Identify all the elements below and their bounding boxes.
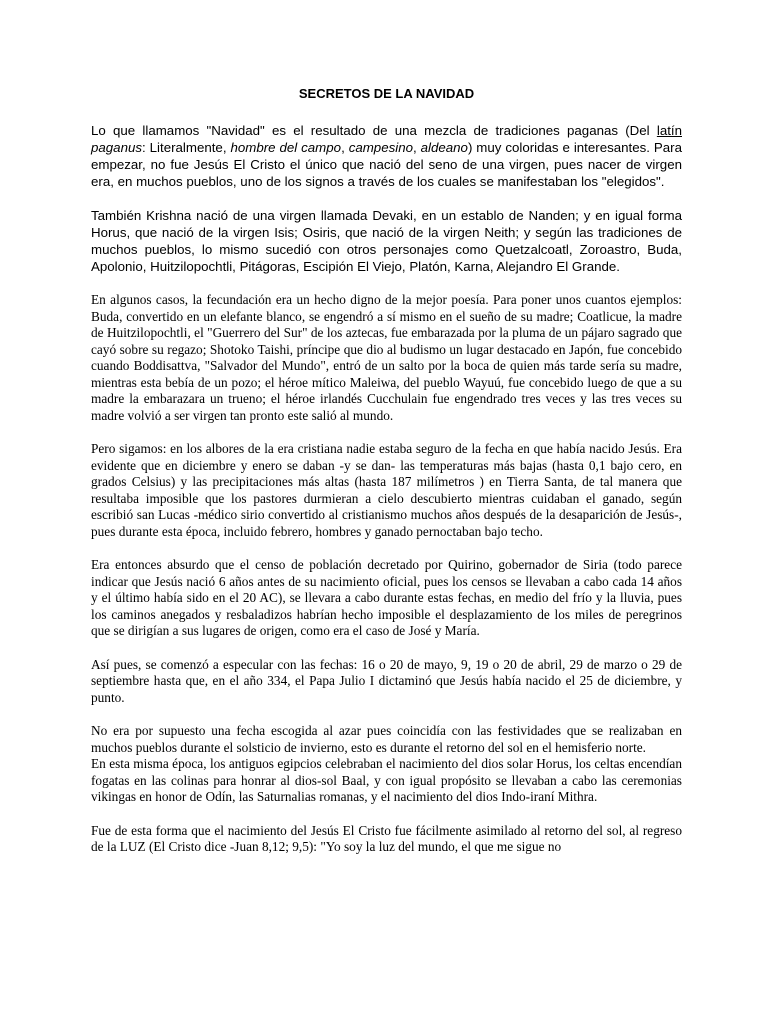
paragraph-3: En algunos casos, la fecundación era un hecho digno de la mejor poesía. Para poner unos cuantos ejemplos: Buda, convertido en un elefante blanco, se engendró a sí mismo en el sueño de su madre; Coatlicue, la madre de Huitzilopochtli, el "Guerrero del Sur" de los aztecas, fue embarazada por la pluma de un pájaro sagrado que cayó sobre su regazo; Shotoko Taishi, príncipe que dio al budismo un lugar destacado en Japón, fue concebido cuando Boddisattva, "Salvador del Mundo", entró de un salto por la boca de quien más tarde sería su madre, mientras esta bebía de un pozo; el héroe mítico Maleiwa, del pueblo Wayuú, fue concebido luego de que a su madre la embarazara un trueno; el héroe irlandés Cucchulain fue engendrado tres veces y las tres veces su madre volvió a ser virgen tan pronto este salió al mundo. [91, 292, 682, 423]
p1-text-c: : Literalmente, [142, 140, 231, 155]
p1-italic-2: campesino [348, 140, 413, 155]
p1-text-a: Lo que llamamos "Navidad" es el resultado de una mezcla de tradiciones paganas (Del [91, 123, 657, 138]
paragraph-7: No era por supuesto una fecha escogida al azar pues coincidía con las festividades que se realizaban en muchos pueblos durante el solsticio de invierno, esto es durante el retorno del sol en el hemisferio norte. [91, 723, 682, 755]
paragraph-1 [91, 122, 682, 190]
p1-text-d: , [341, 140, 349, 155]
paragraph-8: En esta misma época, los antiguos egipcios celebraban el nacimiento del dios solar Horus, los celtas encendían fogatas en las colinas para honrar al dios-sol Baal, y con igual propósito se llevaban a cabo las ceremonias vikingas en honor de Odín, las Saturnalias romanas, y el nacimiento del dios Indo-iraní Mithra. [91, 756, 682, 804]
paragraph-6: Así pues, se comenzó a especular con las fechas: 16 o 20 de mayo, 9, 19 o 20 de abril, 29 de marzo o 29 de septiembre hasta que, en el año 334, el Papa Julio I dictaminó que Jesús había nacido el 25 de diciembre, y punto. [91, 656, 682, 705]
document-title: SECRETOS DE LA NAVIDAD [298, 86, 475, 101]
paragraph-4: Pero sigamos: en los albores de la era cristiana nadie estaba seguro de la fecha en que había nacido Jesús. Era evidente que en diciembre y enero se daban -y se dan- las temperaturas más bajas (hasta 0,1 bajo cero, en grados Celsius) y las precipitaciones más altas (hasta 187 milímetros ) en Tierra Santa, de tal manera que resultaba imposible que los pastores durmieran a cielo descubierto mientras cuidaban el ganado, según escribió san Lucas -médico sirio convertido al cristianismo muchos años después de la desaparición de Jesús-, pues durante esta época, incluido febrero, hombres y ganado pernoctaban bajo techo. [91, 441, 682, 539]
p1-text-e: , [413, 140, 421, 155]
paragraph-9: Fue de esta forma que el nacimiento del Jesús El Cristo fue fácilmente asimilado al retorno del sol, al regreso de la LUZ (El Cristo dice -Juan 8,12; 9,5): "Yo soy la luz del mundo, el que me sigue no [91, 822, 682, 854]
paragraph-5: Era entonces absurdo que el censo de población decretado por Quirino, gobernador de Siria (todo parece indicar que Jesús nació 6 años antes de su nacimiento oficial, pues los censos se llevaban a cabo cada 14 años y el último había sido en el 20 AC), se llevara a cabo durante estas fechas, en medio del frío y la lluvia, pues los caminos anegados y resbaladizos habrían hecho imposible el desplazamiento de los miles de peregrinos que se dirigían a sus lugares de origen, como era el caso de José y María. [91, 557, 682, 638]
paragraph-2: También Krishna nació de una virgen llamada Devaki, en un establo de Nanden; y en igual forma Horus, que nació de la virgen Isis; Osiris, que nació de la virgen Neith; y según las tradiciones de muchos pueblos, lo mismo sucedió con otros personajes como Quetzalcoatl, Zoroastro, Buda, Apolonio, Huitzilopochtli, Pitágoras, Escipión El Viejo, Platón, Karna, Alejandro El Grande. [91, 208, 682, 274]
paganus-word: paganus [91, 140, 143, 155]
p1-italic-1: hombre del campo [230, 140, 342, 155]
p1-italic-3: aldeano [420, 140, 468, 155]
p1-text-f: ) muy coloridas e interesantes. Para empezar, no fue Jesús El Cristo el único que nació del seno de una virgen, pues nacer de virgen era, en muchos pueblos, uno de los signos a través de los cuales se manifestaban los "elegidos". [91, 140, 682, 189]
latin-link-word: latín [656, 123, 682, 138]
